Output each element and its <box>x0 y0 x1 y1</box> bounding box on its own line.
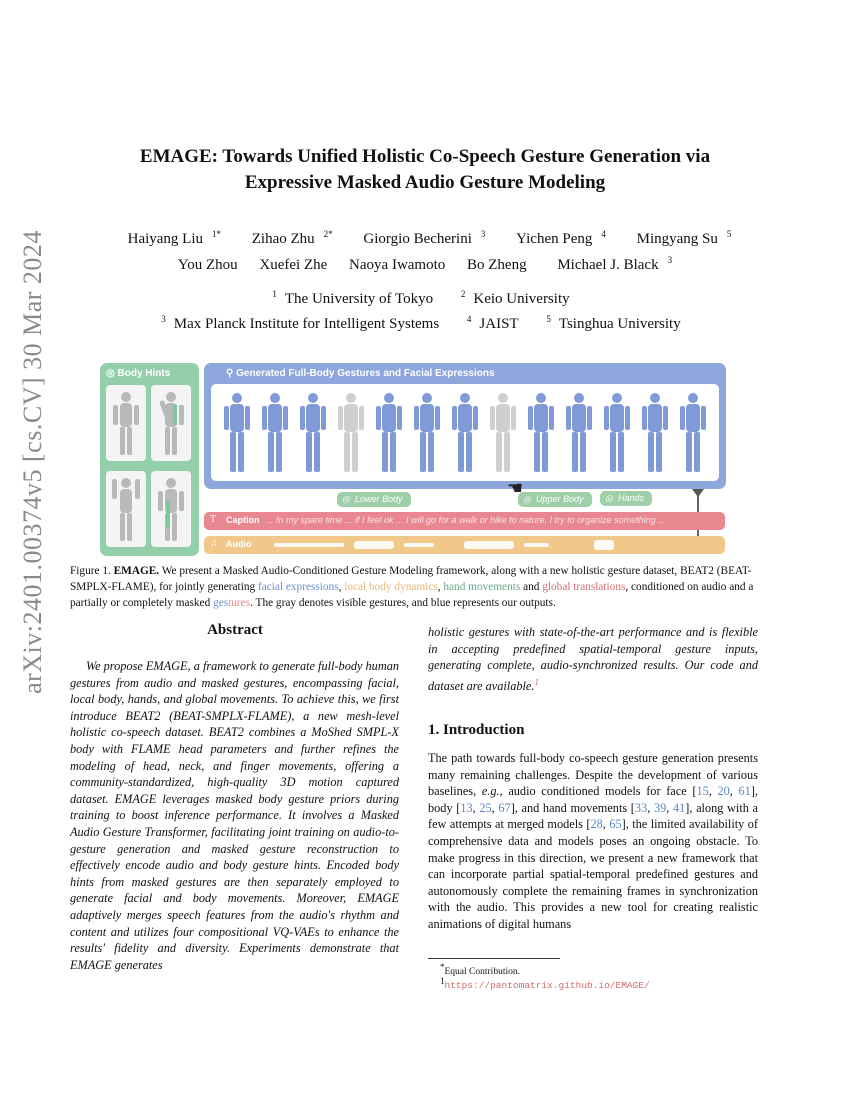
lightbulb-icon: ◎ <box>605 493 613 503</box>
hint-pose-image <box>151 471 191 547</box>
author: Zihao Zhu $^{2*}$ <box>251 229 333 247</box>
hands-tag: ◎ Hands <box>600 491 652 506</box>
citation-link[interactable]: 13 <box>460 800 473 815</box>
affil-row-2 <box>60 309 790 334</box>
author: You Zhou <box>177 257 238 273</box>
abstract-continuation: holistic gestures with state-of-the-art performance and is flexible in accepting predefined spatial-temporal gesture inputs, generating complete, audio-synchronized results. Our code and dataset are available.$^1$ <box>428 625 758 693</box>
citation-link[interactable]: 28 <box>590 817 603 832</box>
author-row-2 <box>60 250 790 276</box>
abstract-body: We propose EMAGE, a framework to generate full-body human gestures from audio and masked gestures, encompassing facial, local body, hands, and global movements. To achieve this, we first introduce BEAT2 (BEAT-SMPLX-FLAME), a new mesh-level holistic co-speech dataset. BEAT2 combines a MoShed SMPL-X body with FLAME head parameters and further refines the modeling of head, neck, and finger movements, offering a community-standardized, high-quality 3D motion captured dataset. EMAGE leverages masked body gesture priors during training to boost inference performance. It involves a Masked Audio Gesture Transformer, facilitating joint training on audio-to-gesture generation and masked gesture reconstruction to effectively encode audio and body gesture hints. Encoded body hints from masked gestures are then separately employed to generate facial and body movements. Moreover, EMAGE adaptively merges speech features from the audio's rhythm and content and utilizes four compositional VQ-VAEs to enhance the results' fidelity and diversity. Experiments demonstrate that EMAGE generates <box>70 659 399 972</box>
generated-figures-strip <box>211 384 719 481</box>
title-line-1: EMAGE: Towards Unified Holistic Co-Speech Gesture Generation via <box>139 146 711 167</box>
author: Yichen Peng $^4$ <box>516 229 606 247</box>
gray-body-figure <box>151 385 191 461</box>
caption-label: Caption <box>226 515 260 525</box>
affiliation: $^5$ Tsinghua University <box>546 314 681 332</box>
body-figure <box>376 393 402 472</box>
generated-gestures-panel <box>204 363 726 489</box>
body-figure <box>452 393 478 472</box>
body-hints-header: ◎ Body Hints <box>106 368 171 379</box>
time-marker-arrow-icon <box>692 489 704 497</box>
arxiv-identifier: arXiv:2401.00374v5 [cs.CV] 30 Mar 2024 <box>18 230 47 694</box>
intro-body: The path towards full-body co-speech gesture generation presents many remaining challenges. Despite the development of various baselines, e.g., audio conditioned models for face [15, 20, 61], body [13, 25, 67], and hand movements [33, 39, 41], along with a few attempts at merged models [28, 65], the limited availability of comprehensive data and models poses an ongoing obstacle. To make progress in this direction, we present a new framework that can incorporate partial spatial-temporal predefined gestures and autonomously complete the remaining frames in synchronization with the audio. This provides a new tool for creating realistic animations of digital humans <box>428 751 759 931</box>
body-figure <box>642 393 668 472</box>
caption-text: ... In my spare time ... if I feel ok ... I will go for a walk or hike to nature. I try to organize something ... <box>266 515 666 525</box>
citation-link[interactable]: 20 <box>717 784 730 799</box>
hint-pose-image <box>106 471 146 547</box>
citation-link[interactable]: 39 <box>653 800 667 815</box>
lower-body-tag: ◎ Lower Body <box>337 492 411 507</box>
audio-icon: ♫ <box>210 538 218 549</box>
footnote-rule <box>428 958 560 959</box>
upper-body-tag: ◎ Upper Body <box>518 492 592 507</box>
footnote-project-url: $^1$https://pantomatrix.github.io/EMAGE/ <box>440 976 650 992</box>
author: Bo Zheng <box>467 257 527 273</box>
lightbulb-icon: ◎ <box>523 494 531 504</box>
hand-cursor-icon: ☚ <box>507 478 524 498</box>
citation-link[interactable]: 33 <box>634 800 648 815</box>
body-figure <box>338 393 364 472</box>
affiliation: $^3$ Max Planck Institute for Intelligent Systems <box>161 314 440 332</box>
affil-row-1 <box>60 284 790 309</box>
footnote-equal-contribution: *Equal Contribution. <box>440 962 520 978</box>
author: Naoya Iwamoto <box>349 257 446 273</box>
citation-link[interactable]: 41 <box>672 800 686 815</box>
affiliations <box>60 284 790 334</box>
footnote-ref[interactable]: 1 <box>534 676 539 687</box>
project-url-link[interactable]: https://pantomatrix.github.io/EMAGE/ <box>444 980 650 992</box>
author: Giorgio Becherini $^3$ <box>363 229 486 247</box>
citation-link[interactable]: 65 <box>609 817 622 832</box>
author: Haiyang Liu $^{1*}$ <box>127 229 222 247</box>
generated-gestures-header: ⚲ Generated Full-Body Gestures and Facial Expressions <box>226 368 495 379</box>
gray-body-figure <box>106 471 146 547</box>
body-figure <box>300 393 326 472</box>
citation-link[interactable]: 15 <box>696 784 709 799</box>
body-hints-panel <box>100 363 199 556</box>
affiliation: $^1$ The University of Tokyo <box>272 289 434 307</box>
caption-icon: T <box>210 514 217 525</box>
body-figure <box>224 393 250 472</box>
hint-pose-image <box>151 385 191 461</box>
title-line-2: Expressive Masked Audio Gesture Modeling <box>244 172 606 193</box>
gray-body-figure <box>151 471 191 547</box>
audio-track <box>204 536 725 554</box>
caption-track <box>204 512 725 530</box>
affiliation: $^2$ Keio University <box>460 289 570 307</box>
body-figure <box>566 393 592 472</box>
affiliation: $^4$ JAIST <box>466 314 519 332</box>
lightbulb-icon: ◎ <box>106 368 115 379</box>
author: Michael J. Black $^3$ <box>557 255 673 273</box>
lightbulb-icon: ◎ <box>342 494 350 504</box>
gray-body-figure <box>106 385 146 461</box>
body-figure <box>262 393 288 472</box>
citation-link[interactable]: 25 <box>479 800 492 815</box>
author-row-1 <box>60 224 790 250</box>
citation-link[interactable]: 61 <box>738 784 751 799</box>
figure-caption: Figure 1. EMAGE. We present a Masked Audio-Conditioned Gesture Modeling framework, along with a new holistic gesture dataset, BEAT2 (BEAT-SMPLX-FLAME), for jointly generating facial expressions, local body dynamics, hand movements and global translations, conditioned on audio and a partially or completely masked gestures. The gray denotes visible gestures, and blue represents our outputs. <box>70 565 754 609</box>
author-list <box>60 224 790 276</box>
citation-link[interactable]: 67 <box>498 800 511 815</box>
paper-title <box>60 144 790 196</box>
author: Mingyang Su $^5$ <box>636 229 732 247</box>
body-figure <box>604 393 630 472</box>
audio-waveform <box>264 538 714 552</box>
person-icon: ⚲ <box>226 368 234 379</box>
body-figure <box>528 393 554 472</box>
author: Xuefei Zhe <box>259 257 328 273</box>
hint-pose-image <box>106 385 146 461</box>
audio-label: Audio <box>226 539 252 549</box>
body-figure <box>414 393 440 472</box>
body-figure <box>680 393 706 472</box>
body-figure <box>490 393 516 472</box>
abstract-heading: Abstract <box>207 622 263 638</box>
intro-heading: 1. Introduction <box>428 722 525 738</box>
blue-body-figures <box>211 384 719 481</box>
